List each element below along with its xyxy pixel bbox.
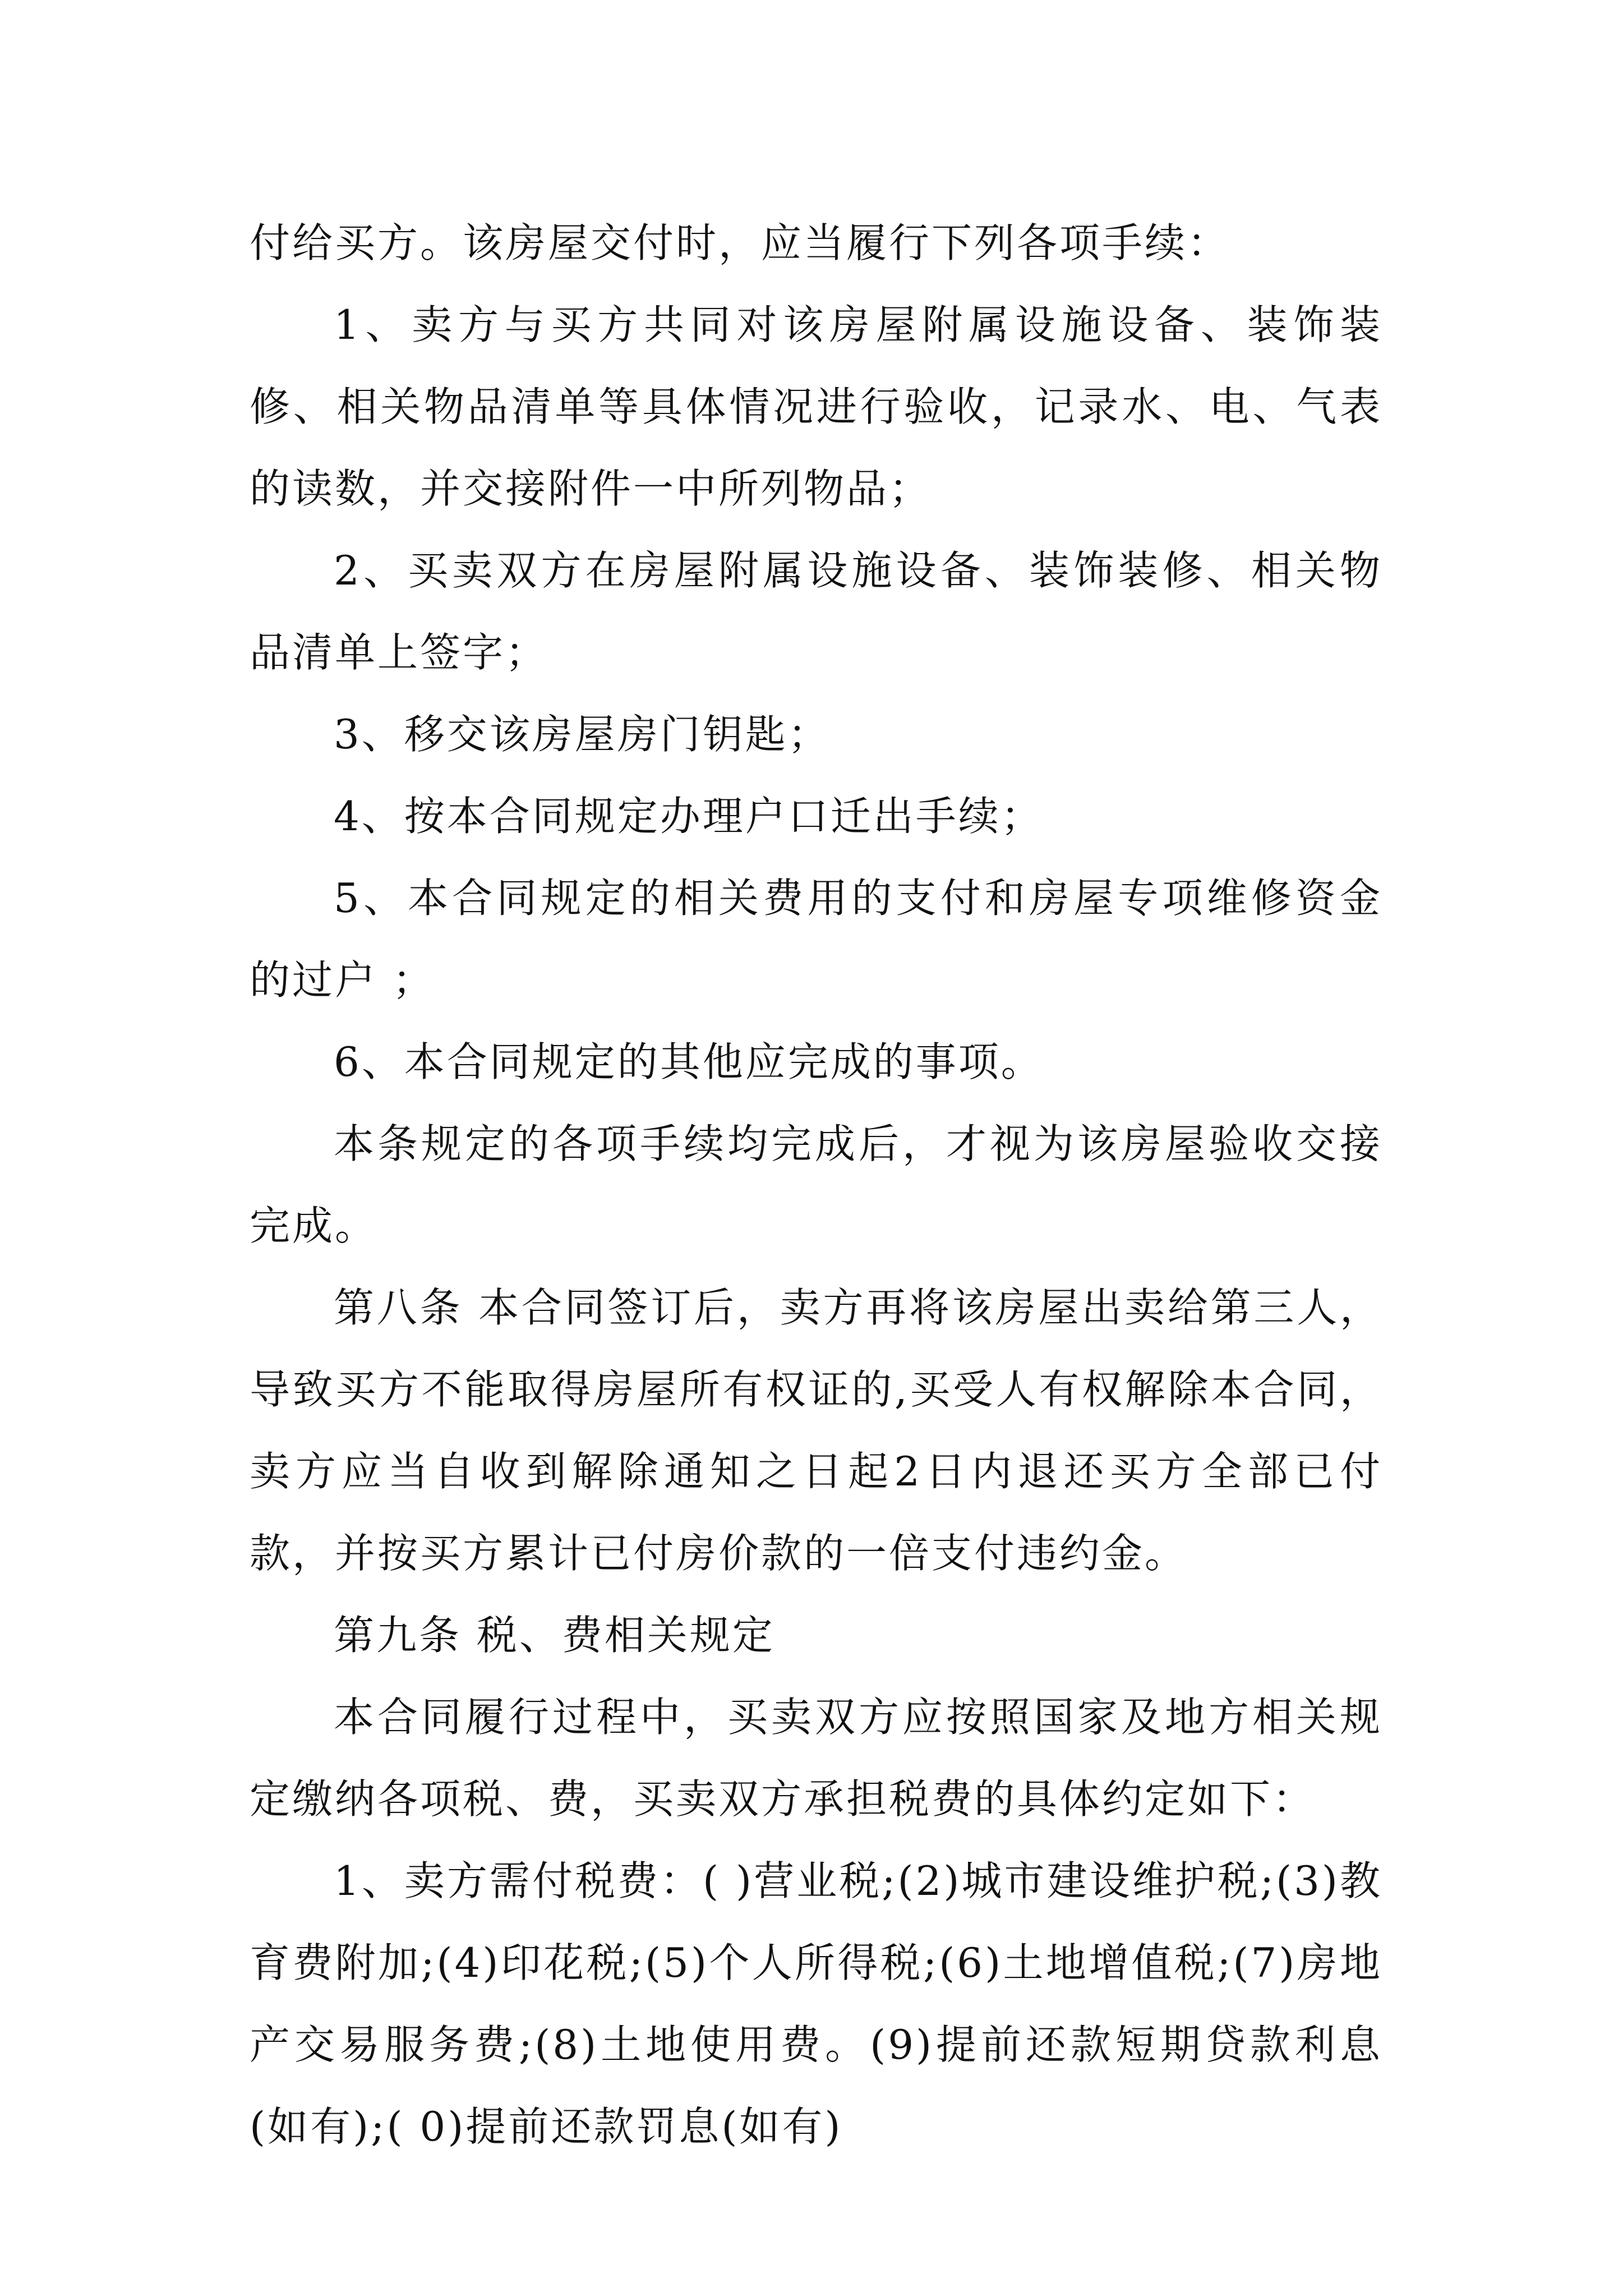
paragraph-item-2-signature: 2、买卖双方在房屋附属设施设备、装饰装修、相关物品清单上签字；: [250, 547, 1382, 676]
paragraph-item-1-inspection: 1、卖方与买方共同对该房屋附属设施设备、装饰装修、相关物品清单等具体情况进行验收，记录水、电、气表的读数，并交接附件一中所列物品；: [250, 301, 1382, 512]
paragraph-item-3-keys: 3、移交该房屋房门钥匙；: [334, 711, 831, 758]
paragraph-delivery-procedures-intro: 付给买方。该房屋交付时，应当履行下列各项手续：: [250, 219, 1230, 266]
paragraph-handover-completion: 本条规定的各项手续均完成后，才视为该房屋验收交接完成。: [250, 1120, 1382, 1249]
paragraph-article-9-taxes: 本合同履行过程中，买卖双方应按照国家及地方相关规定缴纳各项税、费，买卖双方承担税费的具体约定如下：: [250, 1694, 1382, 1823]
paragraph-seller-taxes-list: 1、卖方需付税费：( )营业税;(2)城市建设维护税;(3)教育费附加;(4)印花税;(5)个人所得税;(6)土地增值税;(7)房地产交易服务费;(8)土地使用费。(9)提前还款短期贷款利息(如有);( 0)提前还款罚息(如有): [250, 1857, 1382, 2150]
paragraph-item-5-fees-transfer: 5、本合同规定的相关费用的支付和房屋专项维修资金的过户 ；: [250, 875, 1382, 1004]
paragraph-item-6-other-matters: 6、本合同规定的其他应完成的事项。: [334, 1038, 1044, 1085]
heading-article-9: 第九条 税、费相关规定: [334, 1612, 775, 1659]
paragraph-article-8: 第八条 本合同签订后，卖方再将该房屋出卖给第三人，导致买方不能取得房屋所有权证的,买受人有权解除本合同，卖方应当自收到解除通知之日起2日内退还买方全部已付款，并按买方累计已付房价款的一倍支付违约金。: [250, 1284, 1382, 1577]
document-body: [250, 202, 1382, 2168]
paragraph-item-4-household-registration: 4、按本合同规定办理户口迁出手续；: [334, 793, 1044, 840]
